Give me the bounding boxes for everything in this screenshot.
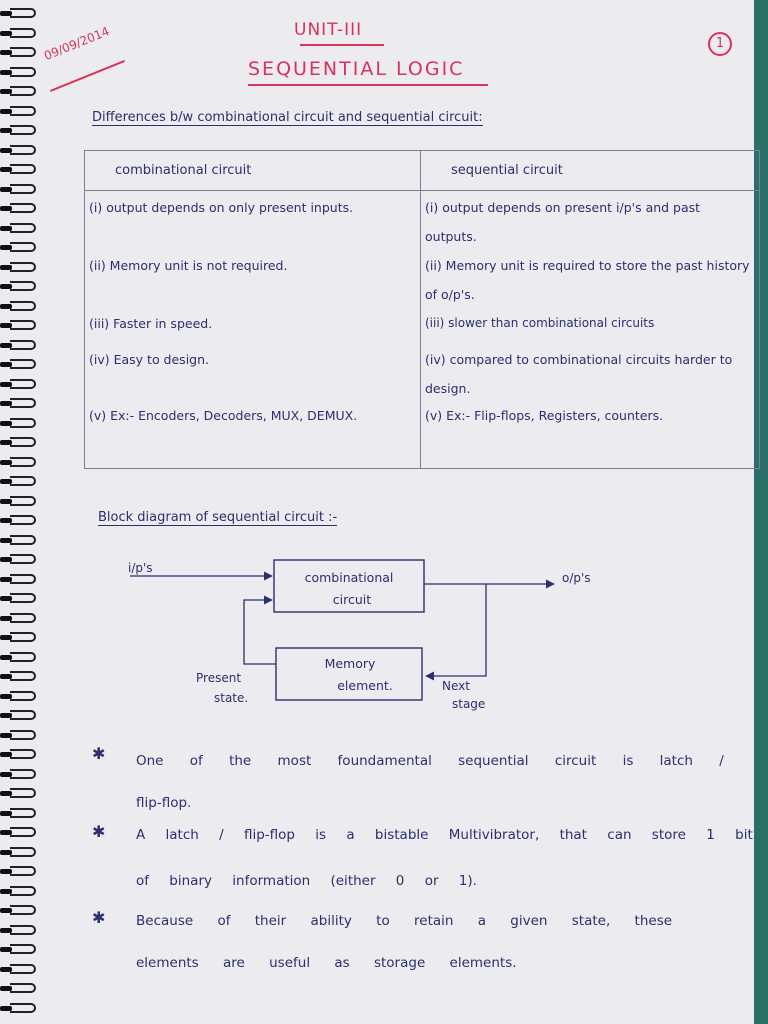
page-number-badge: 1 (708, 32, 732, 56)
header-sequential: sequential circuit (421, 151, 760, 191)
present-state-label: Present (196, 671, 242, 685)
unit-title: UNIT-III (294, 20, 363, 40)
list-item: (iv) Easy to design. (89, 352, 210, 367)
differences-heading: Differences b/w combinational circuit and sequential circuit: (92, 110, 483, 125)
next-stage-label-2: stage (452, 697, 486, 711)
present-state-label-2: state. (214, 691, 249, 705)
list-item: (v) Ex:- Encoders, Decoders, MUX, DEMUX. (89, 408, 358, 423)
list-item: (i) output depends on present i/p's and past outputs. (425, 200, 701, 244)
combinational-block-label: combinational (304, 570, 394, 585)
header-combinational: combinational circuit (85, 151, 421, 191)
bullet-star-icon: ✱ (92, 908, 106, 927)
bullet-text: A latch / flip-flop is a bistable Multivibrator, that can store 1 bit of binary information (either 0 or 1). (136, 827, 753, 889)
page-title: SEQUENTIAL LOGIC (248, 58, 465, 80)
list-item: (ii) Memory unit is required to store the past history of o/p's. (425, 258, 750, 302)
bullet-text: One of the most foundamental sequential circuit is latch / flip-flop. (136, 753, 724, 811)
memory-block-label: Memory (324, 656, 376, 671)
list-item: (v) Ex:- Flip-flops, Registers, counters. (425, 408, 664, 423)
next-state-line (426, 584, 486, 676)
list-item: (ii) Memory unit is not required. (89, 258, 288, 273)
present-state-line (244, 600, 276, 664)
diagram-title: Block diagram of sequential circuit :- (98, 510, 338, 525)
list-item: (iii) slower than combinational circuits (425, 316, 655, 330)
memory-block-label-2: element. (337, 678, 393, 693)
output-label: o/p's (562, 571, 591, 585)
bullet-star-icon: ✱ (92, 744, 106, 763)
page-date: 09/09/2014 (42, 24, 112, 63)
list-item: (iv) compared to combinational circuits harder to design. (425, 352, 733, 396)
list-item: (iii) Faster in speed. (89, 316, 213, 331)
next-stage-label: Next (442, 679, 470, 693)
list-item: (i) output depends on only present inputs. (89, 200, 354, 215)
combinational-block-label-2: circuit (332, 592, 372, 607)
bullet-text: Because of their ability to retain a given state, these elements are useful as storage elements. (136, 913, 673, 971)
input-label: i/p's (128, 561, 153, 575)
bullet-star-icon: ✱ (92, 822, 106, 841)
